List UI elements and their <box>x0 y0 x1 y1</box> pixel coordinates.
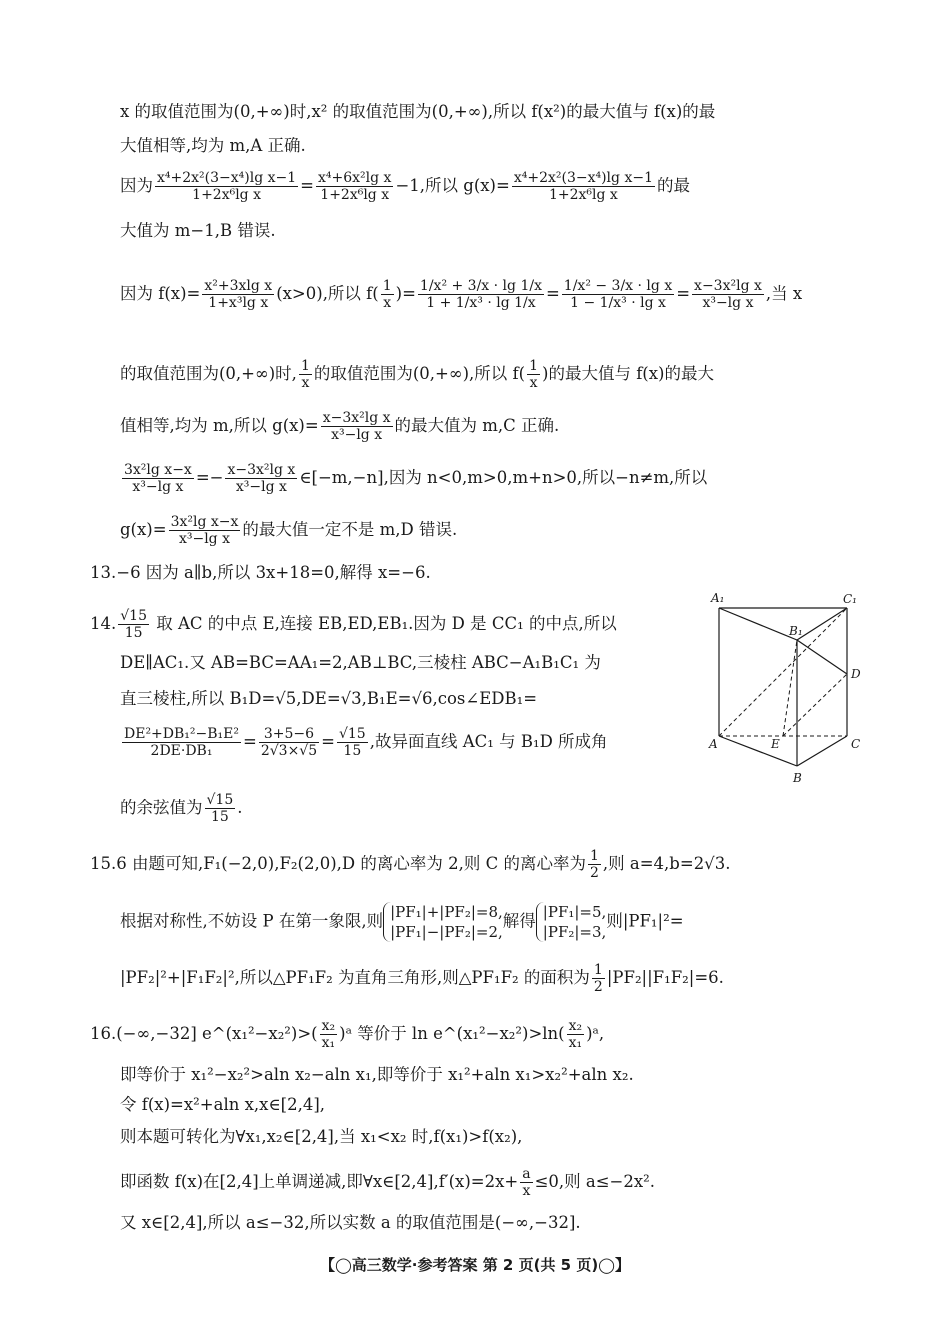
prism-figure <box>705 588 870 788</box>
text-line: 又 x∈[2,4],所以 a≤−32,所以实数 a 的取值范围是(−∞,−32]. <box>120 1213 581 1232</box>
formula-line: 因为 $\frac{\text{x⁴+2x²(3−x⁴)lg x−1}}{\text{1+2x⁶lg x}}$ = $\frac{\text{x⁴+6x²lg x}}{\text{1+2x⁶lg x}}$ −1,所以 g(x)= $\frac{\text{x⁴+2x²(3−x⁴)lg x−1}}{\text{1+2x⁶lg x}}$ 的最 <box>120 170 690 203</box>
text-line: 大值为 m−1,B 错误. <box>120 221 276 240</box>
svg-text:C₁: C₁ <box>843 592 857 606</box>
text-line: 则本题可转化为∀x₁,x₂∈[2,4],当 x₁<x₂ 时,f(x₁)>f(x₂), <box>120 1127 523 1146</box>
formula-line: $\frac{\text{DE²+DB₁²−B₁E²}}{\text{2DE·DB₁}}$ = $\frac{3+5-6}{2√3\times√5}$ = $\frac{√15}{15}$ ,故异面直线 AC₁ 与 B₁D 所成角 <box>124 726 608 759</box>
text-line: 直三棱柱,所以 B₁D=√5,DE=√3,B₁E=√6,cos∠EDB₁= <box>120 689 538 708</box>
fraction: $\frac{\text{x⁴+2x²(3−x⁴)lg x−1}}{\text{1+2x⁶lg x}}$ <box>513 170 653 203</box>
answer-16: 16.(−∞,−32] e^(x₁²−x₂²)>( $\frac{\text{x₂}}{\text{x₁}}$ )ᵃ 等价于 ln e^(x₁²−x₂²)>ln( $\frac{\text{x₂}}{\text{x₁}}$ )ᵃ, <box>90 1018 605 1051</box>
formula-line: 的余弦值为 $\frac{√15}{15}$ . <box>120 792 243 825</box>
formula-line: 值相等,均为 m,所以 g(x)= $\frac{\text{x−3x²lg x}}{\text{x³−lg x}}$ 的最大值为 m,C 正确. <box>120 410 560 443</box>
answer-13: 13.−6 因为 a∥b,所以 3x+18=0,解得 x=−6. <box>90 563 431 582</box>
text-line: x 的取值范围为(0,+∞)时,x² 的取值范围为(0,+∞),所以 f(x²)的最大值与 f(x)的最 <box>120 102 716 121</box>
svg-text:A₁: A₁ <box>711 591 725 605</box>
answer-15: 15.6 由题可知,F₁(−2,0),F₂(2,0),D 的离心率为 2,则 C 的离心率为 $\frac{1}{2}$ ,则 a=4,b=2√3. <box>90 848 731 881</box>
formula-line: g(x)= $\frac{\text{3x²lg x−x}}{\text{x³−lg x}}$ 的最大值一定不是 m,D 错误. <box>120 514 458 547</box>
answer-14: 14. $\frac{√15}{15}$ 取 AC 的中点 E,连接 EB,ED,EB₁.因为 D 是 CC₁ 的中点,所以 <box>90 608 617 641</box>
svg-text:B₁: B₁ <box>789 624 803 638</box>
page-footer: 【◯高三数学·参考答案 第 2 页(共 5 页)◯】 <box>320 1256 630 1274</box>
svg-text:A: A <box>709 737 718 751</box>
svg-text:B: B <box>793 771 802 785</box>
svg-text:E: E <box>771 737 780 751</box>
fraction: $\frac{\text{x⁴+6x²lg x}}{\text{1+2x⁶lg x}}$ <box>317 170 392 203</box>
text-line: 大值相等,均为 m,A 正确. <box>120 136 306 155</box>
fraction: $\frac{\text{x⁴+2x²(3−x⁴)lg x−1}}{\text{1+2x⁶lg x}}$ <box>157 170 297 203</box>
text-line: DE∥AC₁.又 AB=BC=AA₁=2,AB⊥BC,三棱柱 ABC−A₁B₁C₁ 为 <box>120 653 601 672</box>
text-line: 即等价于 x₁²−x₂²>aln x₂−aln x₁,即等价于 x₁²+aln x₁>x₂²+aln x₂. <box>120 1065 634 1084</box>
svg-text:C: C <box>851 737 861 751</box>
formula-line: $\frac{\text{3x²lg x−x}}{\text{x³−lg x}}$ =− $\frac{\text{x−3x²lg x}}{\text{x³−lg x}}$ ∈[−m,−n],因为 n<0,m>0,m+n>0,所以−n≠m,所以 <box>124 462 708 495</box>
formula-line: 的取值范围为(0,+∞)时, $\frac{1}{x}$ 的取值范围为(0,+∞),所以 f( $\frac{1}{x}$ )的最大值与 f(x)的最大 <box>120 358 714 391</box>
text-line: 令 f(x)=x²+aln x,x∈[2,4], <box>120 1095 326 1114</box>
formula-line: 因为 f(x)= $\frac{\text{x²+3xlg x}}{\text{1+x³lg x}}$ (x>0),所以 f( $\frac{1}{x}$ )= $\frac{\text{1/x² + 3/x · lg 1/x}}{\text{1 + 1/x³ · lg 1/x}}$ = $\frac{\text{1/x² − 3/x · lg x}}{\text{1 − 1/x³ · lg x}}$ = $\frac{\text{x−3x²lg x}}{\text{x³−lg x}}$ ,当 x <box>120 278 803 311</box>
formula-line: |PF₂|²+|F₁F₂|²,所以△PF₁F₂ 为直角三角形,则△PF₁F₂ 的面积为 $\frac{1}{2}$ |PF₂||F₁F₂|=6. <box>120 962 724 995</box>
formula-line: 即函数 f(x)在[2,4]上单调递减,即∀x∈[2,4],f′(x)=2x+ $\frac{a}{x}$ ≤0,则 a≤−2x². <box>120 1166 656 1199</box>
svg-text:D: D <box>851 667 861 681</box>
formula-line: 根据对称性,不妨设 P 在第一象限,则 |PF₁|+|PF₂|=8, |PF₁|−|PF₂|=2, 解得 |PF₁|=5, |PF₂|=3, 则|PF₁|²= <box>120 903 684 941</box>
